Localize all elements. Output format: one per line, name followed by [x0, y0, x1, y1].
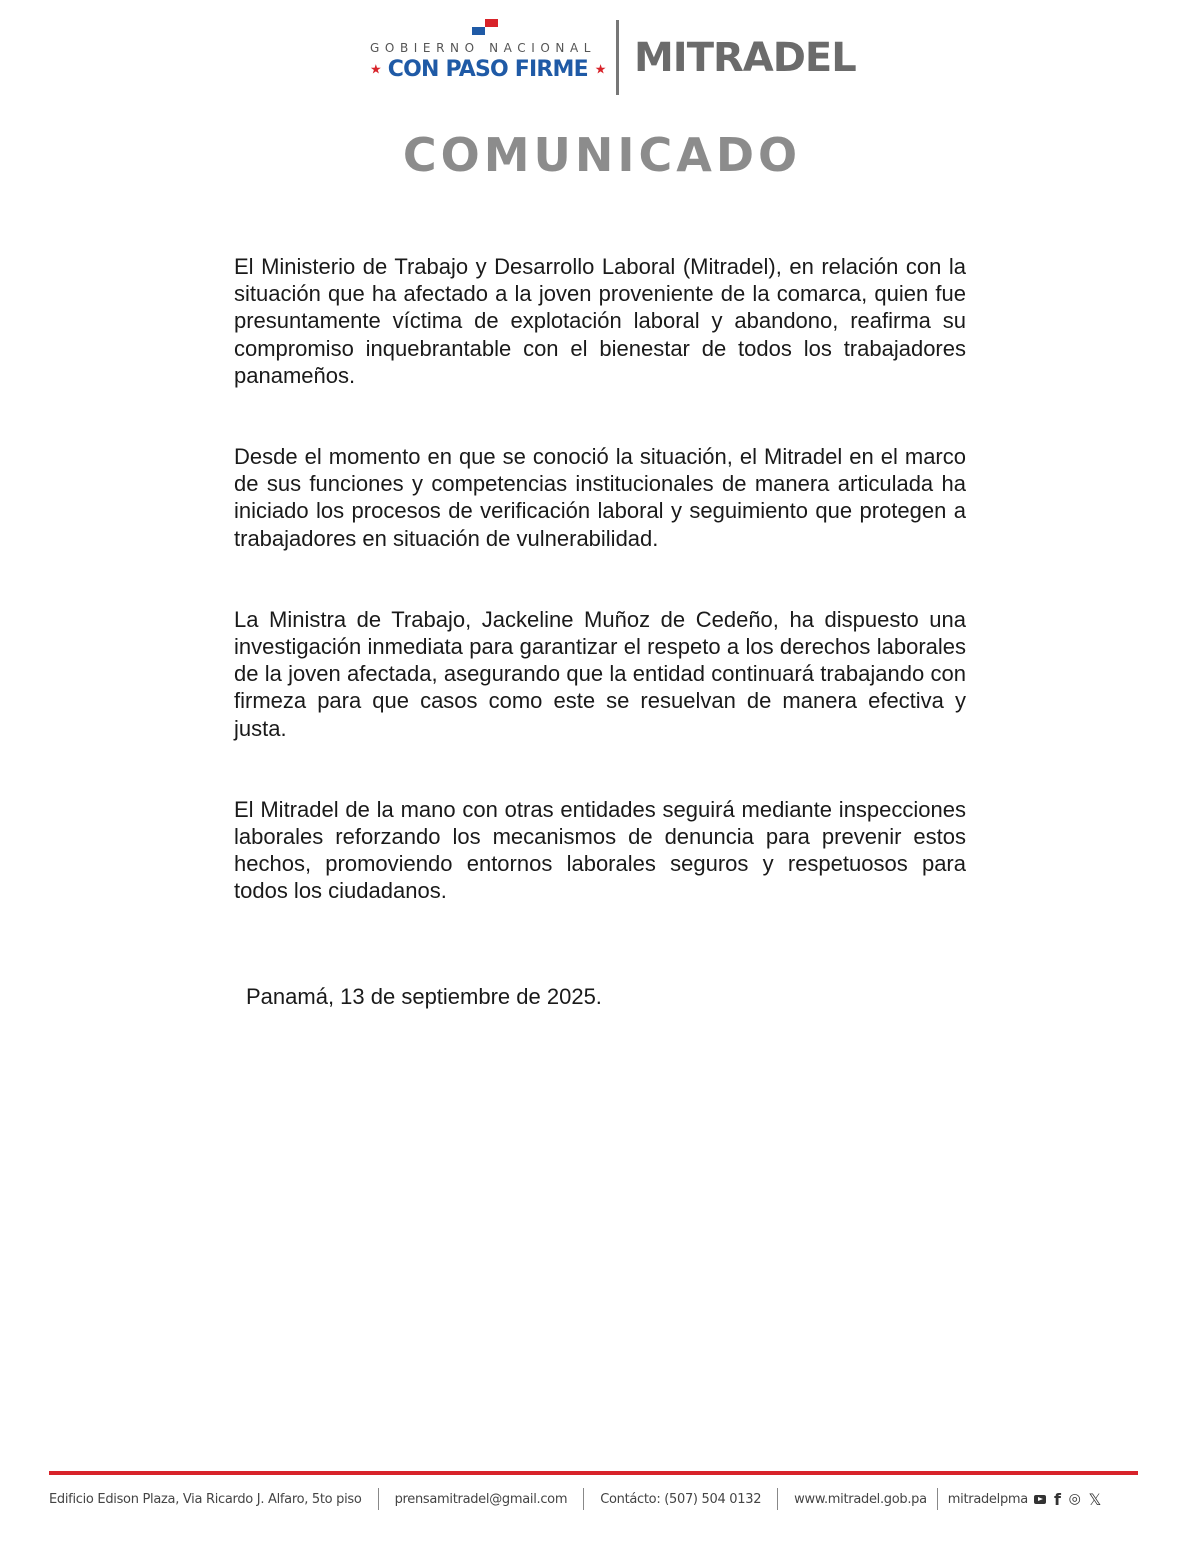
instagram-icon[interactable]: ◎ [1068, 1491, 1081, 1507]
paragraph: La Ministra de Trabajo, Jackeline Muñoz de Cedeño, ha dispuesto una investigación inmediata para garantizar el respeto a los derechos laborales de la joven afectada, asegurando que la entidad continuará trabajando con firmeza para que casos como este se resuelvan de manera efectiva y justa. [234, 606, 966, 741]
separator [378, 1488, 379, 1510]
paragraph: El Mitradel de la mano con otras entidades seguirá mediante inspecciones laborales reforzando los mecanismos de denuncia para prevenir estos hechos, promoviendo entornos laborales seguros y respetuosos para todos los ciudadanos. [234, 796, 966, 904]
separator [937, 1488, 938, 1510]
document-body [234, 253, 966, 905]
header-logo [360, 15, 856, 100]
paragraph: El Ministerio de Trabajo y Desarrollo Laboral (Mitradel), en relación con la situación que ha afectado a la joven proveniente de la comarca, quien fue presuntamente víctima de explotación laboral y abandono, reafirma su compromiso inquebrantable con el bienestar de todos los trabajadores panameños. [234, 254, 966, 388]
footer-contact: Contácto: (507) 504 0132 [600, 1491, 762, 1507]
footer-email[interactable]: prensamitradel@gmail.com [394, 1491, 568, 1507]
date-line: Panamá, 13 de septiembre de 2025. [246, 984, 602, 1009]
slogan [370, 57, 606, 82]
footer-address: Edificio Edison Plaza, Via Ricardo J. Alfaro, 5to piso [49, 1491, 362, 1507]
gobierno-nacional-text: GOBIERNO NACIONAL [370, 41, 597, 55]
slogan-text: CON PASO FIRME [387, 57, 588, 82]
footer [49, 1487, 1144, 1511]
separator [777, 1488, 778, 1510]
facebook-icon[interactable]: f [1053, 1489, 1061, 1509]
paragraph: Desde el momento en que se conoció la situación, el Mitradel en el marco de sus funciones y competencias institucionales de manera articulada ha iniciado los procesos de verificación laboral y seguimiento que protegen a trabajadores en situación de vulnerabilidad. [234, 444, 966, 551]
logo-divider [616, 20, 619, 95]
youtube-icon[interactable] [1034, 1495, 1046, 1504]
star-icon: ★ [594, 62, 606, 78]
ministry-name: MITRADEL [634, 35, 856, 81]
star-icon: ★ [370, 62, 381, 78]
panama-flag-icon [472, 19, 498, 35]
x-icon[interactable]: 𝕏 [1088, 1489, 1102, 1509]
footer-social-handle: mitradelpma [947, 1491, 1028, 1507]
document-title: COMUNICADO [402, 128, 802, 182]
footer-website[interactable]: www.mitradel.gob.pa [794, 1491, 927, 1507]
separator [583, 1488, 584, 1510]
footer-divider [49, 1471, 1138, 1475]
